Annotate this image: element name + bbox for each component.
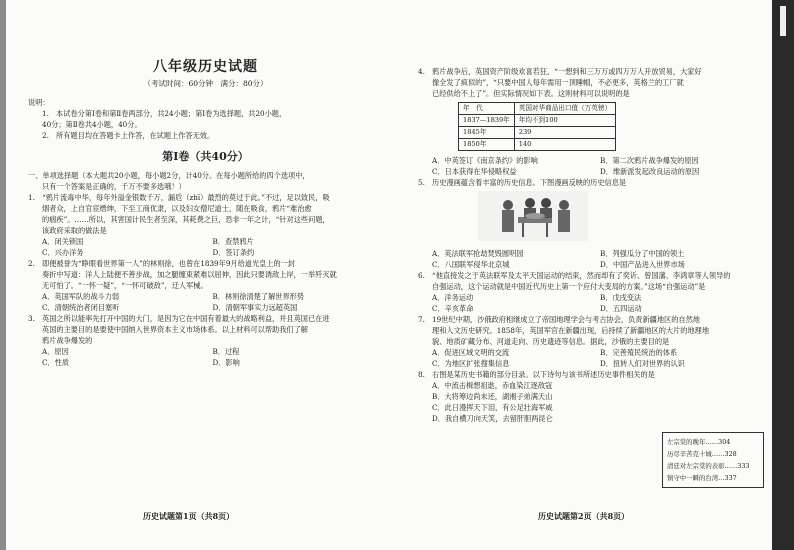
instructions-line: 一、单项选择题（本大题共20小题，每小题2分，计40分。在每小题所给的四个选项中， bbox=[28, 171, 310, 180]
table-cell: 140 bbox=[514, 139, 615, 151]
option-a: A．原因 bbox=[42, 347, 69, 356]
option-a: A．促进区域文明的交流 bbox=[432, 348, 510, 357]
question-2-line: 无可怕了。“一怀一疑”，“一怀可破敌”，迂人军械。 bbox=[42, 281, 208, 290]
question-4-line: 已经供给不上了”。但实际情况如下表。这则材料可以说明的是 bbox=[432, 89, 630, 98]
question-3-options bbox=[28, 346, 383, 368]
table-header: 英国对华商品出口值（万英镑） bbox=[514, 103, 615, 115]
question-6-options bbox=[418, 292, 768, 314]
question-4: 4. 鸦片战争后，英国资产阶级欢喜若狂，“一想到和三万万或四万万人开放贸易，大家好 bbox=[418, 67, 702, 76]
contents-entry: 镇守中一瞬的台湾…337 bbox=[667, 474, 737, 482]
contents-entry: 清廷对左宗棠的表彰……333 bbox=[667, 462, 750, 470]
question-5-options bbox=[418, 248, 768, 270]
option-c: C．此日漫挥天下泪，有公足壮海军威 bbox=[432, 403, 553, 412]
section-heading: 第Ⅰ卷（共40分） bbox=[162, 150, 249, 163]
note-line: 1. 本试卷分第Ⅰ卷和第Ⅱ卷两部分，共24小题；第Ⅰ卷为选择题，共20小题， bbox=[42, 109, 287, 118]
option-a: A．英法联军抢劫焚毁圆明园 bbox=[432, 249, 524, 258]
table-header: 年 代 bbox=[459, 103, 515, 115]
table-row bbox=[459, 139, 616, 151]
table-cell: 239 bbox=[514, 127, 615, 139]
page-footer: 历史试题第2页（共8页） bbox=[538, 511, 630, 521]
option-c: C．辛亥革命 bbox=[432, 304, 474, 313]
question-2-line: 奏折中写道：洋人上陆便不善步战，加之腿缠束紧难以屈伸，因此只要诱敌上岸，一举歼灭就 bbox=[42, 270, 337, 279]
option-a: A．英国军队的战斗力弱 bbox=[42, 292, 120, 301]
table-row bbox=[459, 127, 616, 139]
option-c: C．八国联军侵华北京城 bbox=[432, 260, 510, 269]
question-2-options bbox=[28, 291, 383, 313]
exam-subtitle: （考试时间：60分钟 满分：80分） bbox=[143, 79, 268, 88]
contents-entry: 左宗棠的晚年……304 bbox=[667, 438, 731, 446]
option-c: C．兴办洋务 bbox=[42, 248, 84, 257]
option-d: D．维新派发起改良运动的原因 bbox=[600, 167, 700, 176]
table-row bbox=[459, 115, 616, 127]
question-6: 6. “他直接发之于英法联军及太平天国运动的结束，然而却有了奕䜣、曾国藩、李鸿章等人领导的 bbox=[418, 271, 731, 280]
contents-entry: 历尽辛苦克十城……328 bbox=[667, 450, 737, 458]
option-d: D．我自横刀向天笑，去留肝胆两昆仑 bbox=[432, 414, 553, 423]
option-a: A．闭关锁国 bbox=[42, 237, 84, 246]
option-c: C．清朝统治者闭目塞听 bbox=[42, 303, 120, 312]
option-b: B．戊戌变法 bbox=[600, 293, 642, 302]
option-b: B．查禁鸦片 bbox=[212, 237, 254, 246]
table-cell: 1850年 bbox=[459, 139, 515, 151]
option-c: C．性质 bbox=[42, 358, 70, 367]
question-6-line: 自强运动，这个运动就是中国近代历史上第一个应付大变局的方案。”这场“自强运动”是 bbox=[432, 282, 706, 291]
option-b: B．过程 bbox=[212, 347, 240, 356]
table-cell: 1837—1839年 bbox=[459, 115, 515, 127]
question-1-line: 烟者众，上自官宦缙绅，下至工商优隶，以及妇女僧尼道士，随在吸食，鸦片“难治愈 bbox=[42, 204, 312, 213]
scan-left-edge bbox=[0, 0, 6, 550]
question-1-options bbox=[28, 236, 383, 258]
question-1: 1. “鸦片流毒中华，每年外溢金银数千万，漏卮（zhī）最烈的莫过于此。”不过，足以致民，吸 bbox=[28, 193, 330, 202]
option-a: A．洋务运动 bbox=[432, 293, 474, 302]
question-3-line: 鸦片战争爆发的 bbox=[42, 336, 93, 345]
option-b: B．大将筹边尚未还，湖湘子弟满天山 bbox=[432, 392, 553, 401]
exam-title: 八年级历史试题 bbox=[153, 59, 258, 75]
question-7-line: 理和人文历史研究。1858年，英国军官在新疆出现，后持续了新疆地区的大片的地理地 bbox=[432, 326, 710, 335]
export-table bbox=[458, 102, 616, 151]
option-a: A．中英签订《南京条约》的影响 bbox=[432, 156, 538, 165]
option-d: D．五四运动 bbox=[600, 304, 642, 313]
question-1-line: 的痼疾”。……所以，其害国计民生者至深，其耗费之巨，恐非一年之计，“针对这些问题， bbox=[42, 215, 330, 224]
question-2: 2. 即便被誉为“睁眼看世界第一人”的林则徐，也曾在1839年9月给道光皇上的一封 bbox=[28, 259, 296, 268]
option-c: C．为地区扩张搜集信息 bbox=[432, 359, 510, 368]
exam-page-1 bbox=[28, 0, 383, 550]
question-3-line: 英国的主要目的是要使中国纳入世界资本主义市场体系。以上材料可以帮助我们了解 bbox=[42, 325, 308, 334]
question-7: 7. 19世纪中期，沙俄政府相继成立了帝国地理学会与考古协会，负责新疆地区的自然地 bbox=[418, 315, 700, 324]
notes-label: 说明： bbox=[28, 98, 50, 107]
table-cell: 年均不到100 bbox=[514, 115, 615, 127]
option-b: B．林则徐清楚了解世界形势 bbox=[212, 292, 305, 301]
table-cell: 1845年 bbox=[459, 127, 515, 139]
option-d: D．影响 bbox=[212, 358, 240, 367]
question-3: 3. 英国之所以能率先打开中国的大门，是因为它在中国有着最大的战略利益，并且英国已在进 bbox=[28, 314, 330, 323]
question-4-options bbox=[418, 155, 768, 177]
option-d: D．清朝军事实力远超英国 bbox=[212, 303, 298, 312]
note-line: 40分；第Ⅱ卷共4小题，40分。 bbox=[42, 120, 142, 129]
page-footer: 历史试题第1页（共8页） bbox=[143, 511, 235, 521]
cartoon-image bbox=[478, 191, 588, 241]
scan-right-edge bbox=[772, 0, 794, 550]
book-contents-box bbox=[662, 432, 764, 488]
question-7-line: 貌、地质矿藏分布、河道走向、历史遗迹等信息。据此，沙俄的主要目的是 bbox=[432, 337, 670, 346]
question-5: 5. 历史漫画蕴含着丰富的历史信息。下图漫画反映的历史信息是 bbox=[418, 178, 627, 187]
instructions-line: 只有一个答案是正确的，千万不要多选哦！） bbox=[42, 182, 186, 191]
option-d: D．签订条约 bbox=[212, 248, 255, 257]
option-d: D．中国产品进入世界市场 bbox=[600, 260, 685, 269]
option-b: B．列强瓜分了中国的领土 bbox=[600, 249, 685, 258]
note-line: 2. 所有题目均在答题卡上作答，在试题上作答无效。 bbox=[42, 131, 215, 140]
option-b: B．完善殖民统治的体系 bbox=[600, 348, 678, 357]
option-b: B．第二次鸦片战争爆发的原因 bbox=[600, 156, 699, 165]
option-c: C．日本获得在华侵略权益 bbox=[432, 167, 517, 176]
question-4-line: 像全发了疯似的”，“只要中国人每年需用一顶睡帽，不必更多，英格兰的工厂就 bbox=[432, 78, 684, 87]
option-a: A．中流击楫想祖逖，赤血染江逐敌寇 bbox=[432, 381, 553, 390]
option-d: D．扭转人们对世界的认识 bbox=[600, 359, 685, 368]
question-8: 8. 右图是某历史书籍的部分目录。以下诗句与该书所述历史事件相关的是 bbox=[418, 370, 655, 379]
question-7-options bbox=[418, 347, 768, 369]
question-1-line: 该政府采取的做法是 bbox=[42, 226, 107, 235]
